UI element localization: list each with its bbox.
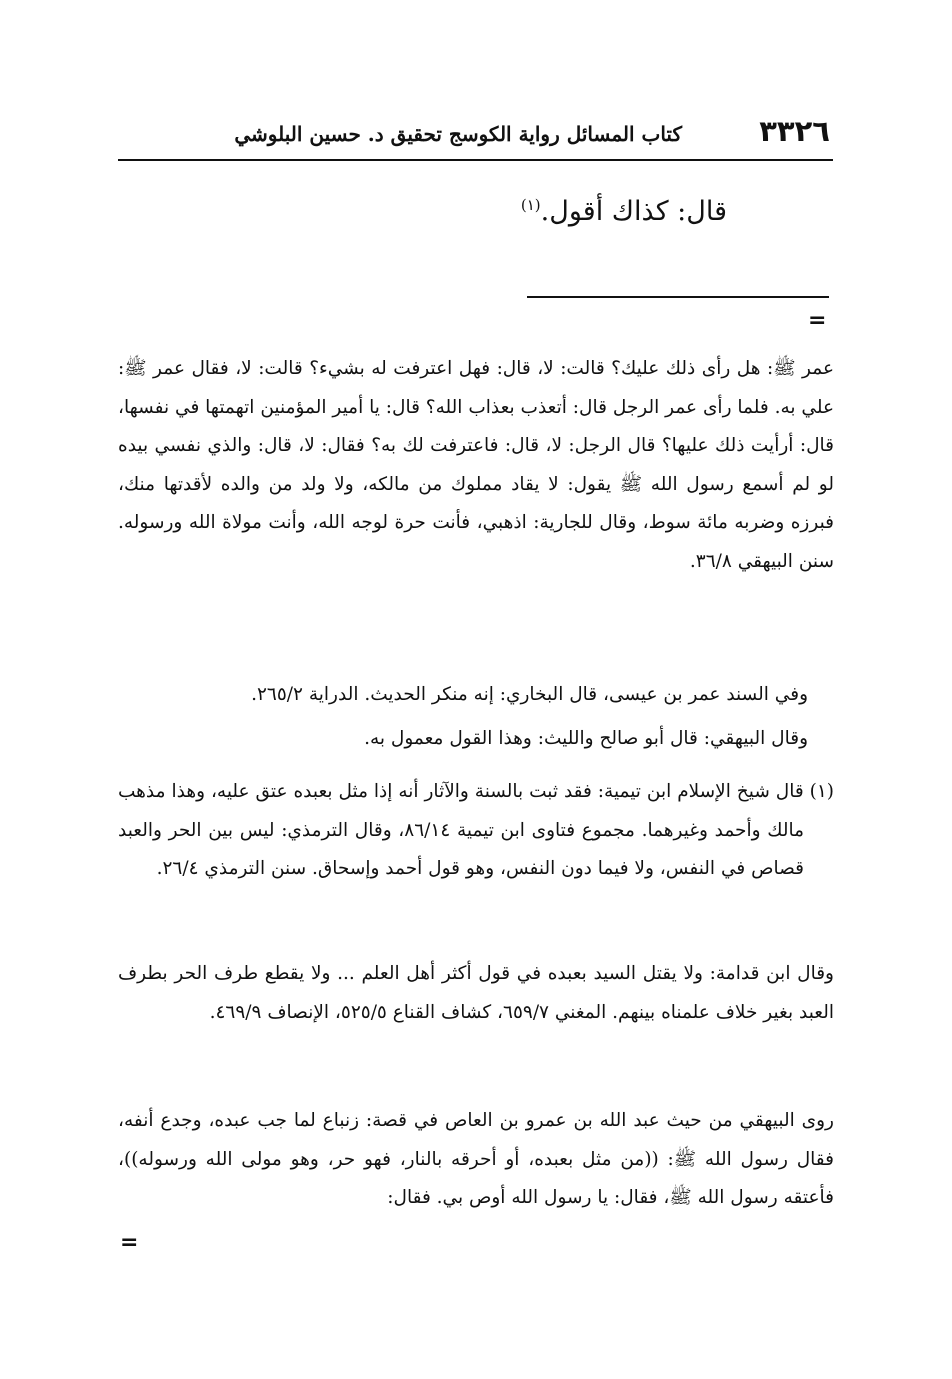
footnote-paragraph-3: وقال البيهقي: قال أبو صالح والليث: وهذا القول معمول به.: [364, 728, 808, 749]
page-number: ٣٣٢٦: [759, 114, 830, 148]
header-rule: [118, 159, 833, 161]
continuation-mark-top: =: [808, 308, 827, 333]
main-text: قال: كذاك أقول.: [540, 196, 727, 227]
footnote-paragraph-1: عمر ﷺ: هل رأى ذلك عليك؟ قالت: لا، قال: فهل اعترفت له بشيء؟ قالت: لا، فقال عمر ﷺ: علي به. فلما رأى عمر الرجل قال: أتعذب بعذاب الله؟ قال: يا أمير المؤمنين اتهمتها في نفسها، قال: أرأيت ذلك عليها؟ قال الرجل: لا، قال: فاعترفت لك به؟ فقال: لا، قال: والذي نفسي بيده لو لم أسمع رسول الله ﷺ يقول: لا يقاد مملوك من مالكه، ولا ولد من والده لأقدتها منك، فبرزه وضربه مائة سوط، وقال للجارية: اذهبي، فأنت حرة لوجه الله، وأنت مولاة الله ورسوله. سنن البيهقي ٣٦/٨.: [118, 358, 834, 572]
main-text-line: [521, 196, 727, 227]
footnote-reference: (١): [520, 196, 541, 214]
footnote-paragraph-2: وفي السند عمر بن عيسى، قال البخاري: إنه منكر الحديث. الدراية ٢٦٥/٢.: [251, 684, 808, 705]
continuation-mark-bottom: =: [120, 1230, 139, 1255]
footnote-paragraph-6: روى البيهقي من حيث عبد الله بن عمرو بن العاص في قصة: زنباع لما جب عبده، وجدع أنفه، فقال رسول الله ﷺ: ((من مثل بعبده، أو أحرقه بالنار، فهو حر، وهو مولى الله ورسوله))، فأعتقه رسول الله ﷺ، فقال: يا رسول الله أوص بي. فقال:: [118, 1110, 834, 1208]
footnote-paragraph-5: وقال ابن قدامة: ولا يقتل السيد بعبده في قول أكثر أهل العلم ... ولا يقطع طرف الحر بطرف العبد بغير خلاف علمناه بينهم. المغني ٦٥٩/٧، كشاف القناع ٥٢٥/٥، الإنصاف ٤٦٩/٩.: [118, 963, 834, 1023]
running-header-title: كتاب المسائل رواية الكوسج تحقيق د. حسين البلوشي: [234, 122, 682, 146]
footnote-separator: [527, 296, 829, 298]
footnote-1: (١) قال شيخ الإسلام ابن تيمية: فقد ثبت بالسنة والآثار أنه إذا مثل بعبده عتق عليه، وهذا مذهب مالك وأحمد وغيرهما. مجموع فتاوى ابن تيمية ٨٦/١٤، وقال الترمذي: ليس بين الحر والعبد قصاص في النفس، ولا فيما دون النفس، وهو قول أحمد وإسحاق. سنن الترمذي ٢٦/٤.: [118, 781, 834, 879]
